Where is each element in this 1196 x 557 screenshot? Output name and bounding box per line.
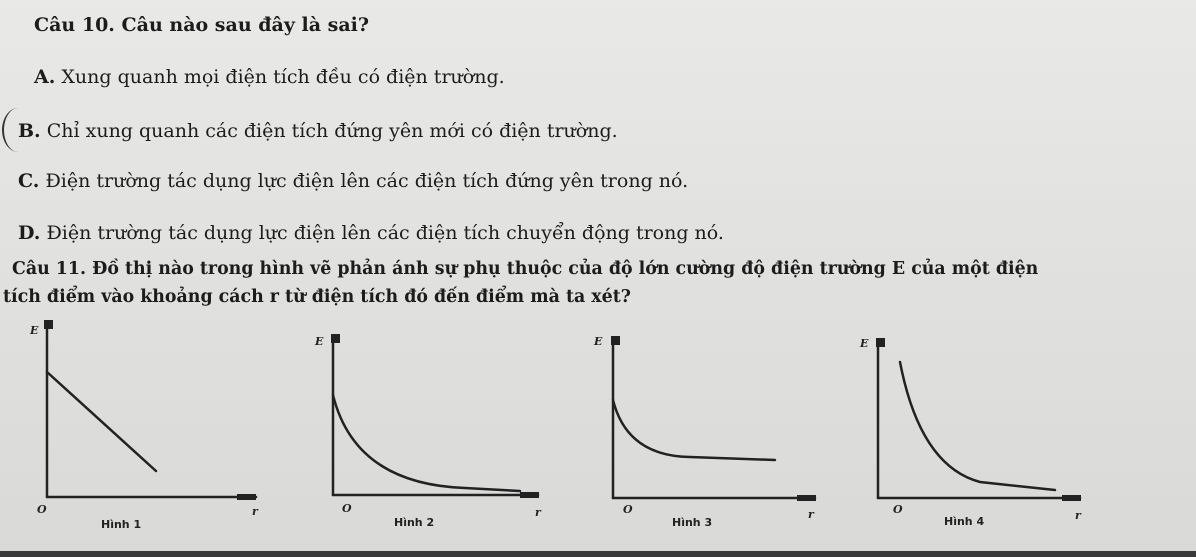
graph-1-origin: O	[37, 503, 47, 516]
graph-set	[0, 300, 1196, 557]
graph-1-caption: Hình 1	[101, 518, 142, 531]
question-10-option-a[interactable]	[34, 66, 505, 88]
graph-3-curve	[613, 400, 775, 460]
option-text: Chỉ xung quanh các điện tích đứng yên mới có điện trường.	[40, 120, 618, 142]
graph-1[interactable]	[47, 324, 256, 497]
graph-3-origin: O	[623, 503, 633, 516]
graph-1-x-label: r	[252, 505, 258, 518]
graph-1-curve	[47, 372, 156, 471]
graph-3-y-label: E	[594, 335, 603, 348]
question-10-option-d[interactable]	[18, 222, 724, 244]
question-11-text-line-2: tích điểm vào khoảng cách r từ điện tích đó đến điểm mà ta xét?	[3, 287, 631, 307]
option-text: Xung quanh mọi điện tích đều có điện trường.	[55, 66, 505, 88]
graphs-svg	[0, 300, 1196, 557]
option-text: Điện trường tác dụng lực điện lên các điện tích đứng yên trong nó.	[39, 170, 689, 192]
option-letter: C.	[18, 170, 40, 192]
graph-4-origin: O	[893, 503, 903, 516]
graph-2-caption: Hình 2	[394, 516, 435, 529]
graph-3-caption: Hình 3	[672, 516, 713, 529]
graph-4-x-label: r	[1075, 509, 1081, 522]
graph-2-origin: O	[342, 502, 352, 515]
graph-3-x-label: r	[808, 508, 814, 521]
graph-4[interactable]	[878, 342, 1080, 498]
graph-2-curve	[333, 395, 520, 491]
question-11-text-line-1: Câu 11. Đồ thị nào trong hình vẽ phản ánh sự phụ thuộc của độ lớn cường độ điện trường E của một điện	[12, 259, 1039, 279]
graph-3-x-arrow	[797, 495, 816, 501]
graph-2-x-arrow	[520, 492, 539, 498]
graph-4-y-label: E	[860, 337, 869, 350]
option-text: Điện trường tác dụng lực điện lên các điện tích chuyển động trong nó.	[40, 222, 724, 244]
graph-4-y-arrow	[876, 338, 885, 347]
question-10-option-b[interactable]	[18, 120, 618, 142]
option-letter: D.	[18, 222, 41, 244]
question-10-option-c[interactable]	[18, 170, 688, 192]
graph-3-y-arrow	[611, 336, 620, 345]
option-letter: B.	[18, 120, 41, 142]
graph-2-y-label: E	[315, 335, 324, 348]
graph-1-x-arrow	[237, 494, 256, 500]
graph-4-caption: Hình 4	[944, 515, 985, 528]
graph-4-curve	[900, 362, 1055, 490]
graph-3[interactable]	[613, 340, 815, 498]
graph-2-x-label: r	[535, 506, 541, 519]
graph-4-x-arrow	[1062, 495, 1081, 501]
question-10-title: Câu 10. Câu nào sau đây là sai?	[34, 14, 369, 36]
graph-2-y-arrow	[331, 334, 340, 343]
page-edge	[0, 551, 1196, 557]
graph-1-y-label: E	[30, 324, 39, 337]
graph-2[interactable]	[333, 338, 538, 495]
option-letter: A.	[34, 66, 56, 88]
graph-1-y-arrow	[44, 320, 53, 329]
